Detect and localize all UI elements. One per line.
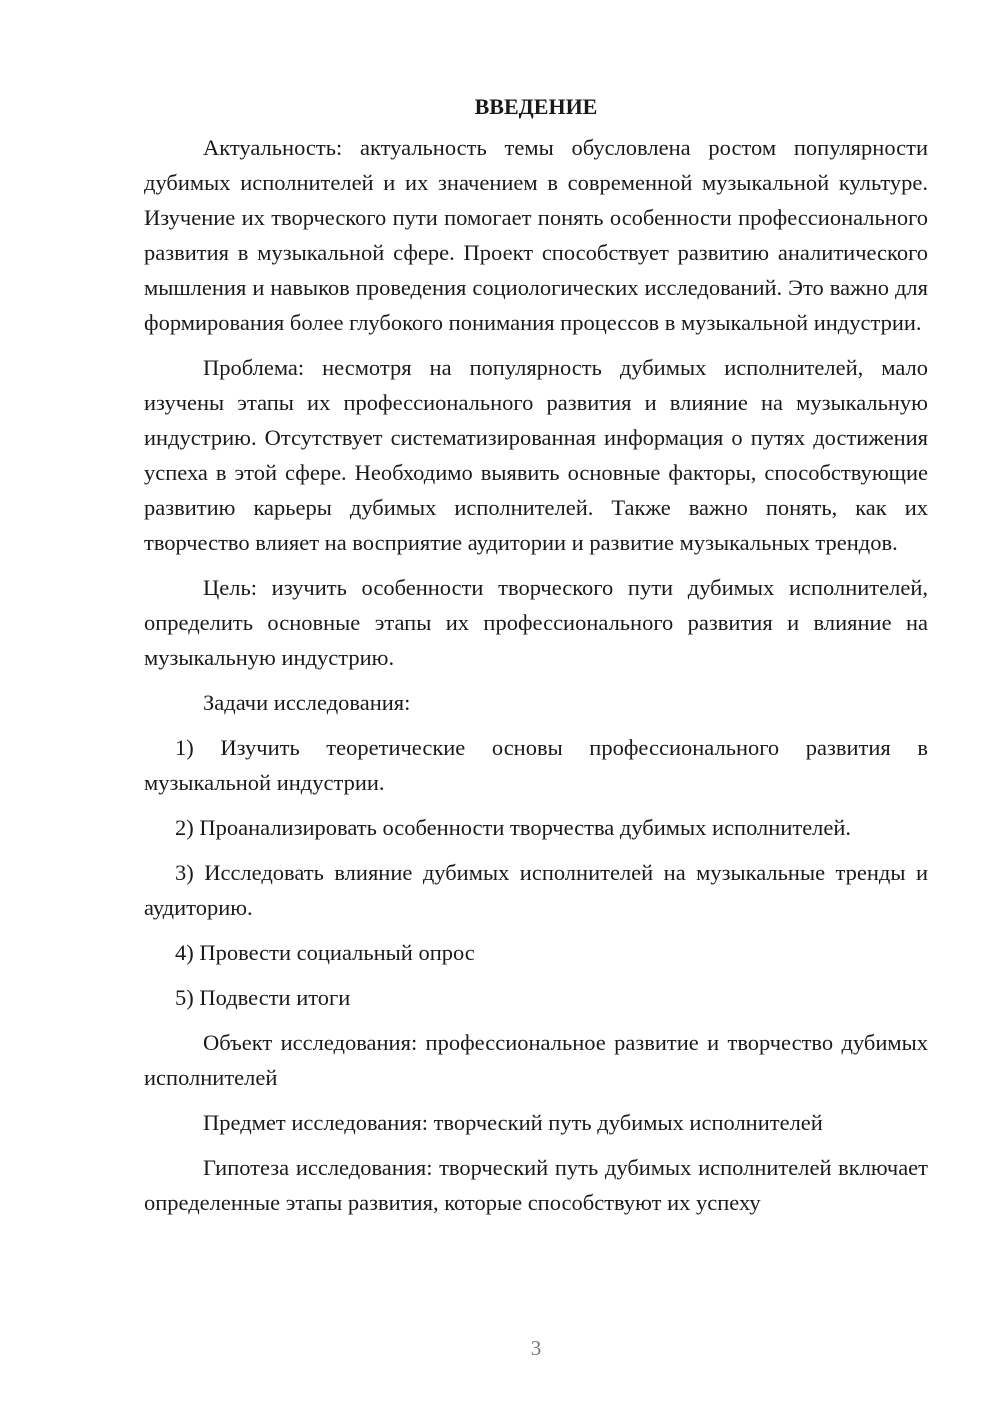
tasks-heading: Задачи исследования: [203,690,411,715]
paragraph-relevance: Актуальность: актуальность темы обусловлена ростом популярности дубимых исполнителей и их значением в современной музыкальной культуре. Изучение их творческого пути помогает понять особенности профессионального развития в музыкальной сфере. Проект способствует развитию аналитического мышления и навыков проведения социологических исследований. Это важно для формирования более глубокого понимания процессов в музыкальной индустрии. [144,135,928,335]
task-item: 4) Провести социальный опрос [175,940,475,965]
paragraph-subject: Предмет исследования: творческий путь дубимых исполнителей [203,1110,823,1135]
task-item: 2) Проанализировать особенности творчества дубимых исполнителей. [175,815,852,840]
task-item: 5) Подвести итоги [175,985,351,1010]
document-page [144,92,928,1230]
paragraph-goal: Цель: изучить особенности творческого пути дубимых исполнителей, определить основные этапы их профессионального развития и влияние на музыкальную индустрию. [144,575,928,670]
page-number: 3 [530,1336,542,1360]
paragraph-hypothesis: Гипотеза исследования: творческий путь дубимых исполнителей включает определенные этапы развития, которые способствуют их успеху [144,1155,928,1215]
paragraph-object: Объект исследования: профессиональное развитие и творчество дубимых исполнителей [144,1030,928,1090]
paragraph-problem: Проблема: несмотря на популярность дубимых исполнителей, мало изучены этапы их профессионального развития и влияние на музыкальную индустрию. Отсутствует систематизированная информация о путях достижения успеха в этой сфере. Необходимо выявить основные факторы, способствующие развитию карьеры дубимых исполнителей. Также важно понять, как их творчество влияет на восприятие аудитории и развитие музыкальных трендов. [144,355,928,555]
section-title: ВВЕДЕНИЕ [474,94,598,119]
task-item: 3) Исследовать влияние дубимых исполнителей на музыкальные тренды и аудиторию. [144,860,928,920]
task-item: 1) Изучить теоретические основы профессионального развития в музыкальной индустрии. [144,735,928,795]
